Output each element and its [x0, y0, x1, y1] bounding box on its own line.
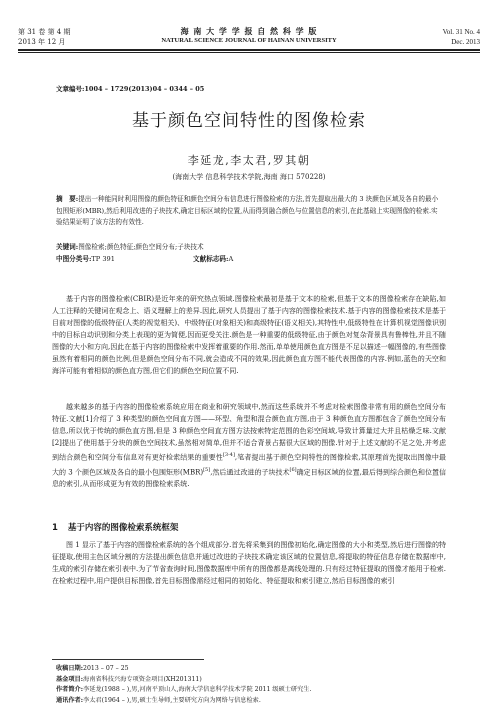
keywords	[56, 241, 442, 251]
citation-6: [6]	[289, 466, 297, 473]
body-paragraph-1: 基于内容的图像检索(CBIR)是近年来的研究热点领域.图像检索最初是基于文本的检索,但基于文本的图像检索存在缺陷,如人工注释的关键词在观念上、语义理解上的差异.因此,研究人员提出了基于内容的图像检索技术.基于内容的图像检索技术是基于目前对图像的低级特征(人类的视觉相关)、中级特征(对象相关)和高级特征(语义相关),其特性中,低级特性在计算机视觉图像识别中的目标自动识别和分类上表现的更为简便,因而更受关注.颜色是一种重要的低级特征,由于颜色对复杂背景具有鲁棒性,并且不随图像的大小和方向,因此在基于内容的图像检索中发挥着重要的作用.然而,单单使用颜色直方图是不足以描述一幅图像的,有些图像虽然有着相同的颜色比例,但是颜色空间分布不同,就会造成不同的效果,因此颜色直方图不能代表图像的内容.例如,蓝色的天空和海洋可能有着相似的颜色直方图,但它们的颜色空间位置不同.	[52, 295, 446, 376]
received-value: 2013 – 07 – 25	[83, 665, 129, 672]
affiliation: (海南大学 信息科学技术学院,海南 海口 570228)	[172, 173, 326, 181]
received-label: 收稿日期:	[56, 665, 84, 672]
received-date	[56, 664, 446, 675]
doc-value: A	[228, 255, 234, 263]
volume-issue-en: Vol. 31 No. 4	[442, 28, 480, 36]
date-en: Dec. 2013	[451, 38, 480, 46]
corresponding-label: 通讯作者:	[56, 696, 84, 704]
section-heading-1	[52, 521, 178, 533]
body-paragraph-3: 图 1 显示了基于内容的图像检索系统的各个组成部分.首先将采集到的图像初始化,确定图像的大小和类型,然后进行图像的特征提取,使用主色区域分割的方法提出颜色信息并通过改进的子块技术确定该区域的位置信息,将提取的特征信息存储在数据库中,生成的索引存储在索引表中.为了节省查询时间,图像数据库中所有的图像都是离线处理的.只有经过特征提取的图像才能用于检索.在检索过程中,用户提供目标图像,首先目标图像需经过相同的初始化、特征提取和索引建立,然后目标图像的索引	[52, 541, 446, 586]
journal-name-cn: 海 南 大 学 学 报 自 然 科 学 版	[180, 26, 318, 36]
journal-name-en: NATURAL SCIENCE JOURNAL OF HAINAN UNIVERSITY	[161, 37, 337, 44]
header-rule-thin	[18, 52, 480, 53]
author-bio-value: 李延龙(1988 – ),男,河南平顶山人,海南大学信息科学技术学院 2011 级硕士研究生.	[83, 686, 312, 693]
abstract-label: 摘 要:	[56, 195, 79, 203]
footnote	[56, 664, 446, 706]
author-list: 李延龙,李太君,罗其朝	[187, 154, 311, 167]
corresponding-author	[56, 696, 446, 707]
article-number: 文章编号:1004 – 1729(2013)04 – 0344 – 05	[56, 85, 205, 93]
citation-3-4: [3-4]	[222, 452, 235, 459]
date-cn: 2013 年 12 月	[18, 38, 66, 46]
doc-code	[193, 255, 271, 263]
author-bio-label: 作者简介:	[56, 686, 84, 693]
keywords-label: 关键词:	[56, 243, 79, 251]
running-header-right	[443, 27, 480, 47]
fund-label: 基金项目:	[56, 675, 84, 683]
fund-info	[56, 675, 446, 686]
footnote-rule	[52, 659, 204, 660]
p2-text-c: ,然后通过改进的子块技术	[210, 467, 290, 476]
p2-text-d: 确定目标区域的位置,最后得到综合颜色和位置信息的索引,从而形成更为有效的图像检索系统.	[52, 467, 446, 488]
abstract	[56, 194, 442, 229]
corresponding-value: 李太君(1964 – ),男,硕士生导师,主要研究方向为网络与信息检索.	[83, 696, 261, 704]
section-number: 1	[52, 523, 58, 533]
running-header-center	[150, 26, 348, 45]
fund-value: 海南省科技兴海专项资金项目(XH201311)	[83, 675, 202, 683]
doc-label: 文献标志码:	[193, 255, 229, 263]
abstract-text: 提出一种能同时利用图像的颜色特征和颜色空间分布信息进行图像检索的方法,首先提取出最大的 3 块颜色区域及各自的最小包围矩形(MBR),然后利用改进的子块技术,确定目标区域的位置,从而得到融合颜色与位置信息的索引,在此基础上实现图像的检索.实验结果证明了该方法的有效性.	[56, 195, 439, 226]
clc-label: 中图分类号:	[56, 255, 92, 263]
p2-text-a: 越来越多的基于内容的图像检索系统应用在商业和研究领域中,然而这些系统并不考虑对检索图像非常有用的颜色空间分布特征.文献[1]介绍了 3 种类型的颜色空间直方图——环型、角型和混合颜色直方图,由于 3 种颜色直方图都包含了颜色空间分布信息,所以优于传统的颜色直方图,但是 3 种颜色空间直方图方法按索特定范围的色彩空间域,导致计算量过大并且枯燥乏味.文献[2]提出了使用基于分块的颜色空间技术,虽然相对简单,但并不适合背景占据很大区域的图像.针对于上述文献的不足之处,并考虑到结合颜色和空间分布信息对有更好检索结果的重要性	[52, 403, 446, 462]
volume-issue-cn: 第 31 卷 第 4 期	[18, 28, 71, 36]
classification-line	[56, 253, 442, 263]
author-bio	[56, 685, 446, 696]
paper-title: 基于颜色空间特性的图像检索	[132, 111, 366, 131]
clc-code	[56, 255, 153, 263]
running-header-left	[18, 27, 71, 47]
body-paragraph-2	[52, 401, 446, 490]
section-title: 基于内容的图像检索系统框架	[67, 523, 179, 533]
clc-value: TP 391	[91, 255, 115, 263]
citation-5: [5]	[203, 466, 211, 473]
header-rule-thick	[18, 49, 480, 51]
keywords-text: 图像检索;颜色特征;颜色空间分布;子块技术	[78, 243, 204, 251]
p2-text-b: ,笔者提出基于颜色空间特性的图像检索,其原理首先提取出图像中最大的 3 个颜色区域及各自的最小包围矩形(MBR)	[52, 453, 447, 476]
